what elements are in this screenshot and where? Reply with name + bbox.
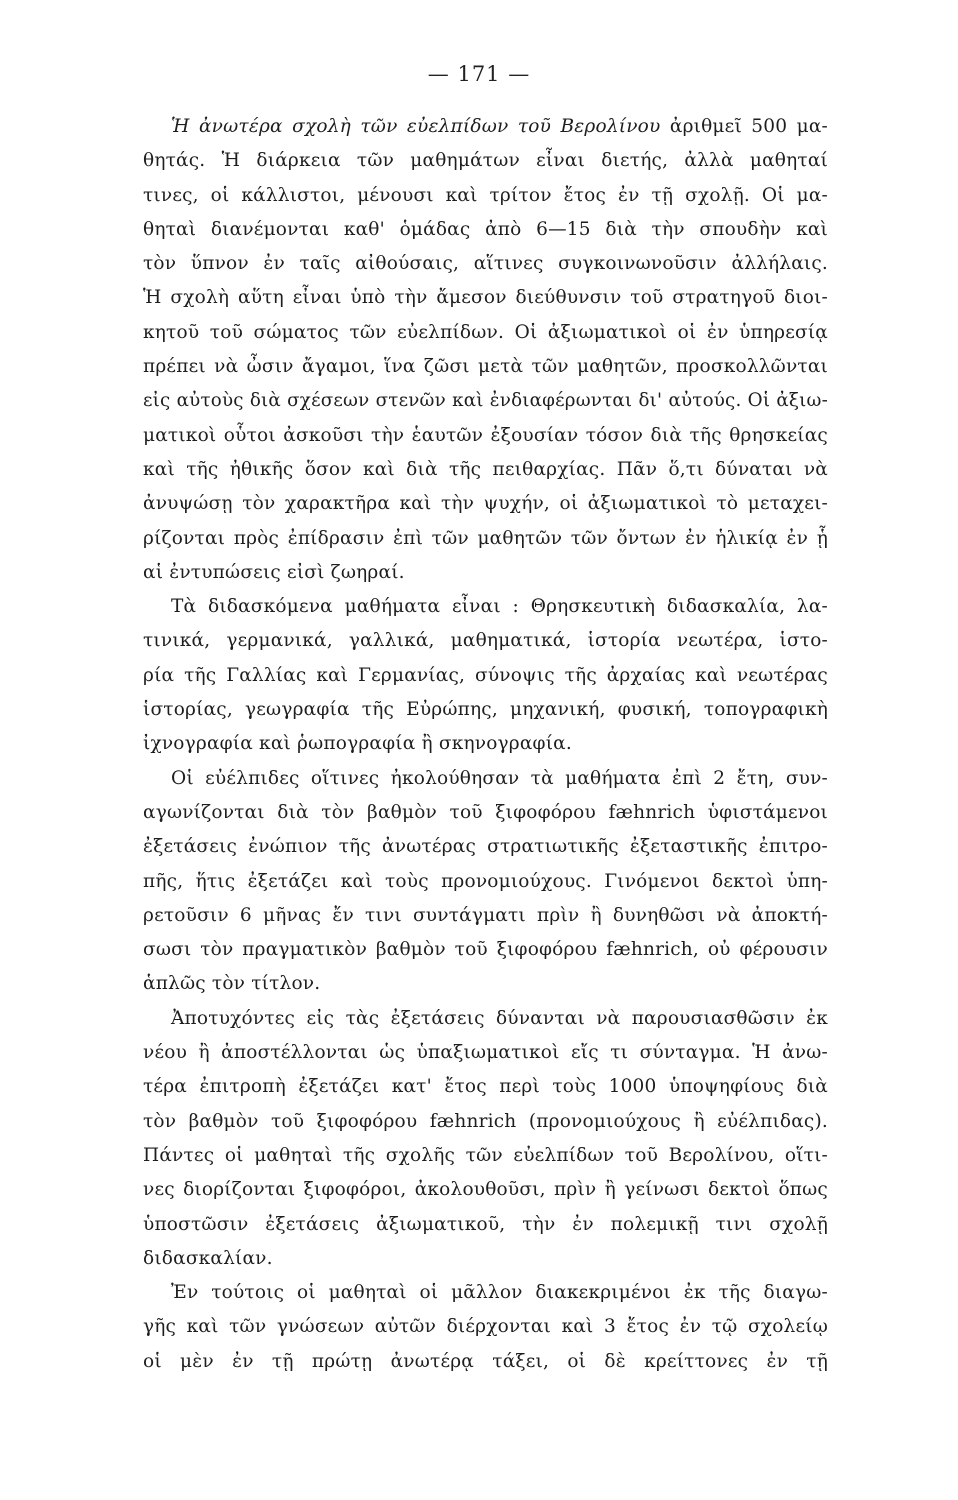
text-segment: νες διορίζονται ξιφοφόροι, ἀκολουθοῦσι, πρὶν ἢ γείνωσι δεκτοὶ ὅπως	[143, 1179, 828, 1201]
text-line	[143, 830, 828, 864]
text-line	[143, 1242, 828, 1276]
text-segment: Ἀποτυχόντες εἰς τὰς ἐξετάσεις δύνανται νὰ παρουσιασθῶσιν ἐκ	[171, 1007, 828, 1029]
text-line	[143, 350, 828, 384]
text-segment: θηταὶ διανέμονται καθ' ὁμάδας ἀπὸ 6—15 διὰ τὴν σπουδὴν καὶ	[143, 218, 828, 240]
text-segment: τινες, οἱ κάλλιστοι, μένουσι καὶ τρίτον ἔτος ἐν τῇ σχολῇ. Οἱ μα-	[143, 184, 828, 206]
text-segment: ματικοὶ οὗτοι ἀσκοῦσι τὴν ἑαυτῶν ἐξουσίαν τόσον διὰ τῆς θρησκείας	[143, 424, 828, 446]
text-line	[143, 967, 828, 1001]
text-line	[143, 419, 828, 453]
text-line	[143, 316, 828, 350]
text-segment: ὑποστῶσιν ἐξετάσεις ἀξιωματικοῦ, τὴν ἐν πολεμικῇ τινι σχολῇ	[143, 1213, 828, 1235]
text-segment: αἱ ἐντυπώσεις εἰσὶ ζωηραί.	[143, 561, 405, 583]
text-line	[143, 659, 828, 693]
text-line	[143, 1276, 828, 1310]
text-segment: ἀριθμεῖ 500 μα-	[660, 116, 829, 137]
text-segment: ἱστορίας, γεωγραφία τῆς Εὐρώπης, μηχανική, φυσική, τοπογραφικὴ	[143, 699, 828, 721]
text-segment: ἀνυψώσῃ τὸν χαρακτῆρα καὶ τὴν ψυχήν, οἱ ἀξιωματικοὶ τὸ μεταχει-	[143, 493, 828, 515]
text-segment: καὶ τῆς ἠθικῆς ὅσον καὶ διὰ τῆς πειθαρχίας. Πᾶν ὅ,τι δύναται νὰ	[143, 458, 828, 480]
text-line	[143, 144, 828, 178]
text-segment: Ἐν τούτοις οἱ μαθηταὶ οἱ μᾶλλον διακεκριμένοι ἐκ τῆς διαγω-	[171, 1282, 828, 1304]
text-line	[143, 899, 828, 933]
text-line	[143, 796, 828, 830]
text-line	[143, 1345, 828, 1379]
text-line	[143, 110, 828, 144]
text-segment: τέρα ἐπιτροπὴ ἐξετάζει κατ' ἔτος περὶ τοὺς 1000 ὑποψηφίους διὰ	[143, 1076, 828, 1098]
text-segment: νέου ἢ ἀποστέλλονται ὡς ὑπαξιωματικοὶ εἴς τι σύνταγμα. Ἡ ἀνω-	[143, 1042, 828, 1064]
text-line	[143, 865, 828, 899]
text-segment: τὸν βαθμὸν τοῦ ξιφοφόρου fæhnrich (προνομιούχους ἢ εὐέλπιδας).	[143, 1110, 828, 1132]
text-segment: ἐξετάσεις ἐνώπιον τῆς ἀνωτέρας στρατιωτικῆς ἐξεταστικῆς ἐπιτρο-	[143, 836, 828, 858]
text-line	[143, 693, 828, 727]
text-line	[143, 1173, 828, 1207]
body-text	[143, 110, 828, 1379]
text-segment: σωσι τὸν πραγματικὸν βαθμὸν τοῦ ξιφοφόρου fæhnrich, οὐ φέρουσιν	[143, 939, 828, 961]
text-line	[143, 247, 828, 281]
text-segment: Ἡ σχολὴ αὕτη εἶναι ὑπὸ τὴν ἄμεσον διεύθυνσιν τοῦ στρατηγοῦ διοι-	[143, 287, 828, 309]
text-line	[143, 1208, 828, 1242]
text-segment: Πάντες οἱ μαθηταὶ τῆς σχολῆς τῶν εὐελπίδων τοῦ Βερολίνου, οἵτι-	[143, 1144, 828, 1166]
text-line	[143, 487, 828, 521]
text-segment: ρίζονται πρὸς ἐπίδρασιν ἐπὶ τῶν μαθητῶν τῶν ὄντων ἐν ἡλικίᾳ ἐν ᾗ	[143, 527, 828, 549]
italic-segment: Ἡ ἀνωτέρα σχολὴ τῶν εὐελπίδων τοῦ Βερολίνου	[171, 116, 661, 137]
text-line	[143, 624, 828, 658]
text-line	[143, 1139, 828, 1173]
page-number: — 171 —	[427, 62, 531, 86]
text-segment: ρία τῆς Γαλλίας καὶ Γερμανίας, σύνοψις τῆς ἀρχαίας καὶ νεωτέρας	[143, 664, 828, 686]
text-line	[143, 762, 828, 796]
text-line	[143, 384, 828, 418]
text-segment: Τὰ διδασκόμενα μαθήματα εἶναι : Θρησκευτικὴ διδασκαλία, λα-	[171, 596, 828, 618]
text-line	[143, 727, 828, 761]
text-line	[143, 590, 828, 624]
text-line	[143, 1070, 828, 1104]
text-segment: αγωνίζονται διὰ τὸν βαθμὸν τοῦ ξιφοφόρου fæhnrich ὑφιστάμενοι	[143, 801, 828, 823]
text-line	[143, 1310, 828, 1344]
text-segment: θητάς. Ἡ διάρκεια τῶν μαθημάτων εἶναι διετής, ἀλλὰ μαθηταί	[143, 150, 828, 172]
text-line	[143, 179, 828, 213]
text-segment: πῆς, ἥτις ἐξετάζει καὶ τοὺς προνομιούχους. Γινόμενοι δεκτοὶ ὑπη-	[143, 870, 828, 892]
text-segment: ἰχνογραφία καὶ ῥωπογραφία ἢ σκηνογραφία.	[143, 733, 572, 755]
text-segment: πρέπει νὰ ὦσιν ἄγαμοι, ἵνα ζῶσι μετὰ τῶν μαθητῶν, προσκολλῶνται	[143, 356, 828, 378]
text-segment: τινικά, γερμανικά, γαλλικά, μαθηματικά, ἱστορία νεωτέρα, ἱστο-	[143, 630, 828, 652]
text-segment: ρετοῦσιν 6 μῆνας ἔν τινι συντάγματι πρὶν ἢ δυνηθῶσι νὰ ἀποκτή-	[143, 904, 828, 926]
text-segment: Οἱ εὐέλπιδες οἵτινες ἠκολούθησαν τὰ μαθήματα ἐπὶ 2 ἔτη, συν-	[171, 767, 828, 789]
text-line	[143, 213, 828, 247]
text-segment: ἁπλῶς τὸν τίτλον.	[143, 973, 321, 995]
text-line	[143, 281, 828, 315]
text-line	[143, 522, 828, 556]
text-line	[143, 1036, 828, 1070]
text-segment: τὸν ὕπνον ἐν ταῖς αἰθούσαις, αἵτινες συγκοινωνοῦσιν ἀλλήλαις.	[143, 253, 828, 275]
text-line	[143, 556, 828, 590]
text-segment: εἰς αὐτοὺς διὰ σχέσεων στενῶν καὶ ἐνδιαφέρωνται δι' αὐτούς. Οἱ ἀξιω-	[143, 390, 828, 412]
text-line	[143, 933, 828, 967]
text-segment: οἱ μὲν ἐν τῇ πρώτῃ ἀνωτέρᾳ τάξει, οἱ δὲ κρείττονες ἐν τῇ	[143, 1350, 828, 1372]
text-segment: κητοῦ τοῦ σώματος τῶν εὐελπίδων. Οἱ ἀξιωματικοὶ οἱ ἐν ὑπηρεσίᾳ	[143, 321, 828, 343]
text-segment: γῆς καὶ τῶν γνώσεων αὐτῶν διέρχονται καὶ 3 ἔτος ἐν τῷ σχολείῳ	[143, 1316, 828, 1338]
text-line	[143, 453, 828, 487]
text-line	[143, 1002, 828, 1036]
text-segment: διδασκαλίαν.	[143, 1247, 273, 1269]
text-line	[143, 1105, 828, 1139]
